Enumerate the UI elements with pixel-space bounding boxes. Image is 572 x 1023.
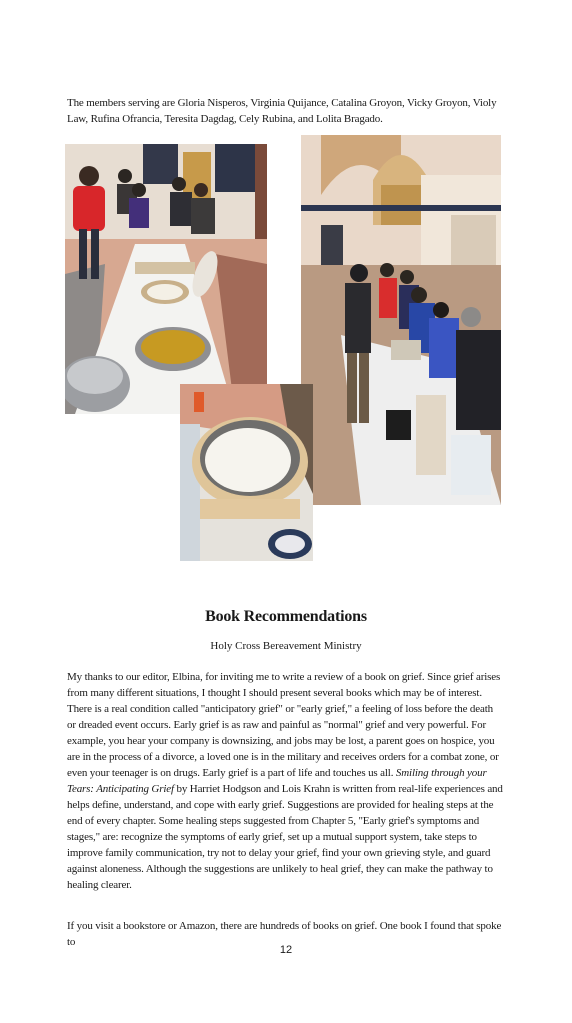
article-byline: Holy Cross Bereavement Ministry	[210, 640, 362, 652]
rice-cooker-photo	[180, 384, 313, 561]
article-paragraph-1	[67, 669, 503, 893]
serving-line-photo	[65, 144, 267, 414]
volunteers-hall-photo	[301, 135, 501, 505]
book-title: Smiling through your Tears: Anticipating Grief	[67, 767, 487, 795]
paragraph-1-end: by Harriet Hodgson and Lois Krahn is written from real-life experiences and helps define, understand, and cope with early grief. Suggestions are provided for healing steps at the end of every chapter. Some healing steps suggested from Chapter 5, "Early grief's symptoms and stages," are: recognize the symptoms of early grief, set up a mutual support system, take steps to improve family communication, try not to delay your grief, find your own grieving style, and guard against aloneness. Although the suggestions are unlikely to heal grief, they can make the pathway to healing clearer.	[67, 783, 503, 891]
page-number: 12	[279, 944, 293, 956]
paragraph-1-start: My thanks to our editor, Elbina, for inviting me to write a review of a book on grief. Since grief arises from many different situations, I thought I should present several books which may be of interest. There is a real condition called "anticipatory grief" or "early grief," a feeling of loss before the death or dreaded event occurs. Early grief is as raw and painful as "normal" grief and very powerful. For example, you hear your company is downsizing, and jobs may be lost, a parent goes on hospice, you are in the process of a divorce, a loved one is in the military and receives orders for a combat zone, or even your teenager is on drugs. Early grief is a part of life and touches us all.	[67, 671, 501, 779]
intro-paragraph: The members serving are Gloria Nisperos, Virginia Quijance, Catalina Groyon, Vicky Groyon, Violy Law, Rufina Ofrancia, Teresita Dagdag, Cely Rubina, and Lolita Bragado.	[67, 97, 497, 125]
article-paragraph-2: If you visit a bookstore or Amazon, there are hundreds of books on grief. One book I found that spoke to	[67, 920, 502, 948]
article-title: Book Recommendations	[205, 608, 367, 625]
